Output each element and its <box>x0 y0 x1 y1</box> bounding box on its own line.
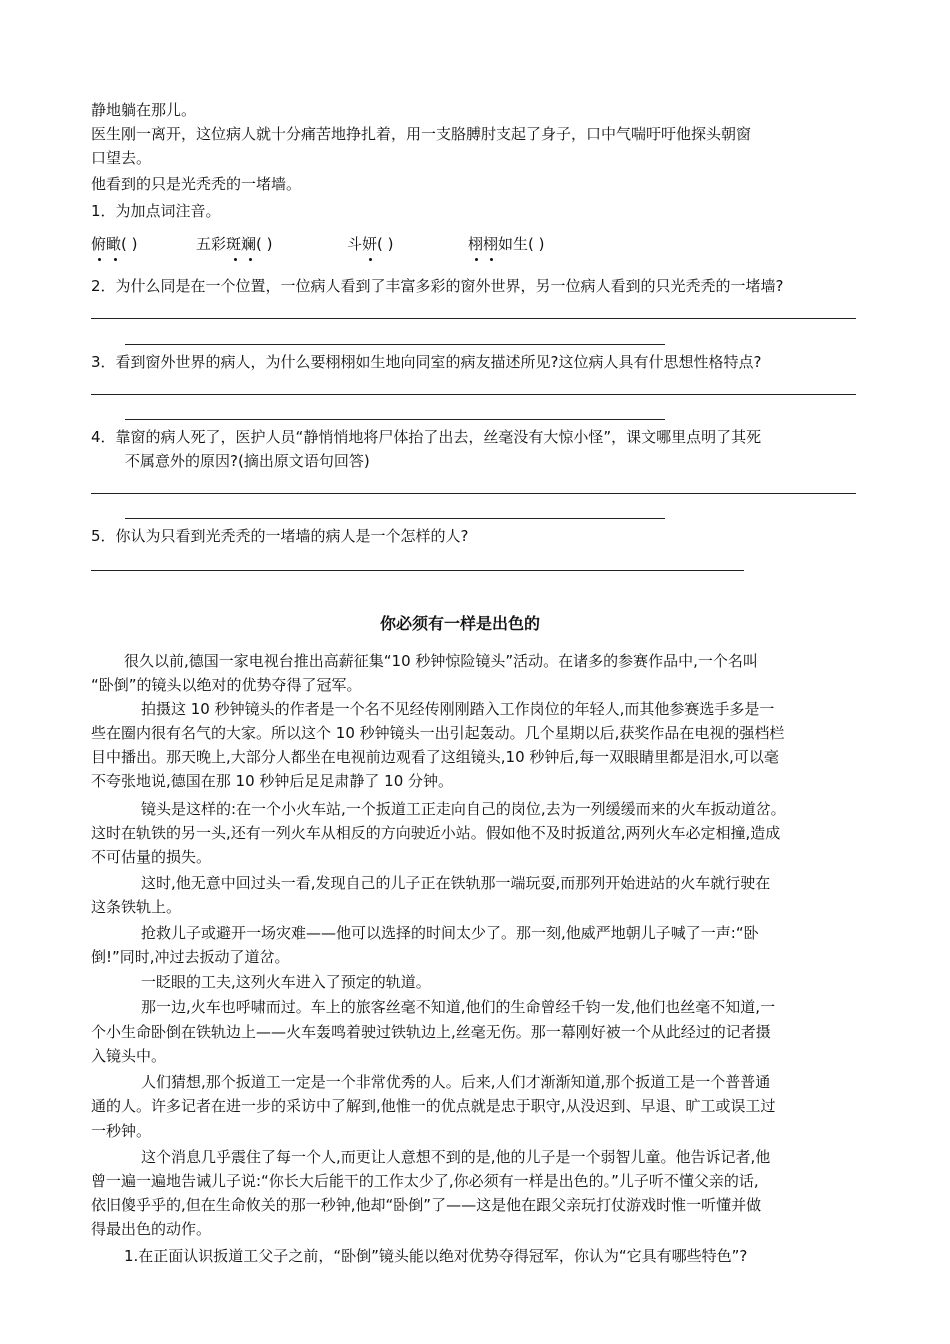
answer-line <box>125 419 665 420</box>
answer-line <box>125 518 665 519</box>
article-line: 不夸张地说,德国在那 10 秒钟后足足肃静了 10 分钟。 <box>91 772 454 790</box>
article-title: 你必须有一样是出色的 <box>380 614 541 633</box>
answer-line <box>91 493 856 494</box>
question-4-cont: 不属意外的原因?(摘出原文语句回答) <box>125 452 370 470</box>
question-3: 3．看到窗外世界的病人，为什么要栩栩如生地向同室的病友描述所见?这位病人具有什思想性格特点? <box>91 353 762 371</box>
pinyin-item: 五彩斑斓( ) <box>196 235 273 253</box>
pinyin-item: 斗妍( ) <box>347 235 394 253</box>
answer-line <box>91 570 744 571</box>
article-line: 个小生命卧倒在铁轨边上——火车轰鸣着驶过铁轨边上,丝毫无伤。那一幕刚好被一个从此经过的记者摄 <box>91 1023 771 1041</box>
emphasis-dot <box>249 258 252 261</box>
pinyin-item: 俯瞰( ) <box>91 235 138 253</box>
article-line: 这时,他无意中回过头一看,发现自己的儿子正在铁轨那一端玩耍,而那列开始进站的火车就行驶在 <box>141 874 771 892</box>
article-line: 人们猜想,那个扳道工一定是一个非常优秀的人。后来,人们才渐渐知道,那个扳道工是一个普普通 <box>141 1073 771 1091</box>
question-2: 2．为什么同是在一个位置，一位病人看到了丰富多彩的窗外世界，另一位病人看到的只光秃秃的一堵墙? <box>91 277 784 295</box>
emphasis-dot <box>98 258 101 261</box>
passage-line: 医生刚一离开，这位病人就十分痛苦地挣扎着，用一支胳膊肘支起了身子，口中气喘吁吁他探头朝窗 <box>91 125 752 143</box>
pinyin-item: 栩栩如生( ) <box>468 235 545 253</box>
article-line: 依旧傻乎乎的,但在生命攸关的那一秒钟,他却“卧倒”了——这是他在跟父亲玩打仗游戏时惟一听懂并做 <box>91 1196 762 1214</box>
article-question-1: 1.在正面认识扳道工父子之前，“卧倒”镜头能以绝对优势夺得冠军，你认为“它具有哪些特色”? <box>124 1247 748 1265</box>
article-line: 这个消息几乎震住了每一个人,而更让人意想不到的是,他的儿子是一个弱智儿童。他告诉记者,他 <box>141 1148 771 1166</box>
article-line: 入镜头中。 <box>91 1047 167 1065</box>
answer-line <box>125 344 665 345</box>
emphasis-dot <box>490 258 493 261</box>
article-line: 那一边,火车也呼啸而过。车上的旅客丝毫不知道,他们的生命曾经千钧一发,他们也丝毫不知道,一 <box>141 998 776 1016</box>
emphasis-dot <box>369 258 372 261</box>
article-line: 这时在轨铁的另一头,还有一列火车从相反的方向驶近小站。假如他不及时扳道岔,两列火车必定相撞,造成 <box>91 824 781 842</box>
question-5: 5．你认为只看到光秃秃的一堵墙的病人是一个怎样的人? <box>91 527 469 545</box>
article-line: 倒!”同时,冲过去扳动了道岔。 <box>91 948 290 966</box>
article-line: 通的人。许多记者在进一步的采访中了解到,他惟一的优点就是忠于职守,从没迟到、早退、旷工或误工过 <box>91 1097 776 1115</box>
passage-line: 口望去。 <box>91 149 152 167</box>
article-line: 目中播出。那天晚上,大部分人都坐在电视前边观看了这组镜头,10 秒钟后,每一双眼睛里都是泪水,可以毫 <box>91 748 779 766</box>
answer-line <box>91 318 856 319</box>
article-line: 一眨眼的工夫,这列火车进入了预定的轨道。 <box>141 973 431 991</box>
article-line: 抢救儿子或避开一场灾难——他可以选择的时间太少了。那一刻,他威严地朝儿子喊了一声:“卧 <box>141 924 759 942</box>
question-1: 1．为加点词注音。 <box>91 202 221 220</box>
passage-line: 他看到的只是光秃秃的一堵墙。 <box>91 175 302 193</box>
article-line: 不可估量的损失。 <box>91 848 212 866</box>
article-line: 些在圈内很有名气的大家。所以这个 10 秒钟镜头一出引起轰动。几个星期以后,获奖作品在电视的强档栏 <box>91 724 785 742</box>
question-4: 4．靠窗的病人死了，医护人员“静悄悄地将尸体抬了出去，丝毫没有大惊小怪”，课文哪里点明了其死 <box>91 428 762 446</box>
passage-line: 静地躺在那儿。 <box>91 101 197 119</box>
emphasis-dot <box>234 258 237 261</box>
article-line: 镜头是这样的:在一个小火车站,一个扳道工正走向自己的岗位,去为一列缓缓而来的火车扳动道岔。 <box>141 800 786 818</box>
emphasis-dot <box>114 258 117 261</box>
article-line: 得最出色的动作。 <box>91 1220 212 1238</box>
article-line: 很久以前,德国一家电视台推出高薪征集“10 秒钟惊险镜头”活动。在诸多的参赛作品中,一个名叫 <box>124 652 758 670</box>
article-line: “卧倒”的镜头以绝对的优势夺得了冠军。 <box>91 676 362 694</box>
answer-line <box>91 394 856 395</box>
article-line: 这条铁轨上。 <box>91 898 182 916</box>
emphasis-dot <box>475 258 478 261</box>
article-line: 拍摄这 10 秒钟镜头的作者是一个名不见经传刚刚踏入工作岗位的年轻人,而其他参赛选手多是一 <box>141 700 775 718</box>
article-line: 曾一遍一遍地告诫儿子说:“你长大后能干的工作太少了,你必须有一样是出色的。”儿子听不懂父亲的话, <box>91 1172 759 1190</box>
article-line: 一秒钟。 <box>91 1122 152 1140</box>
